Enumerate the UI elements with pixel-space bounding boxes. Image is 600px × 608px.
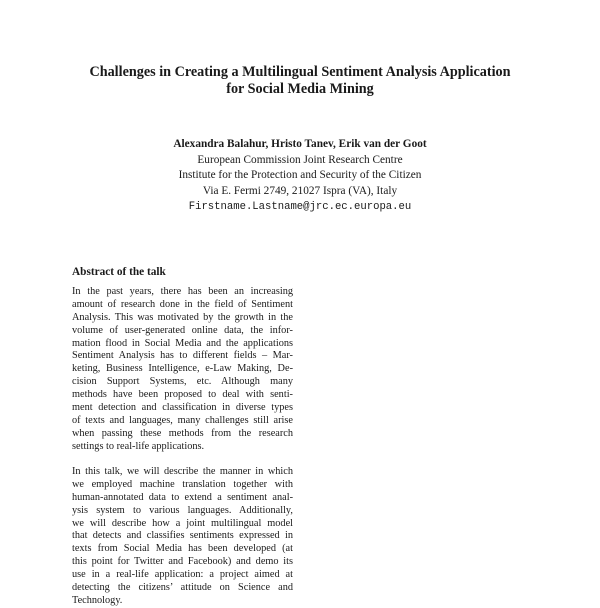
affiliation-line-1: European Commission Joint Research Centre (197, 153, 403, 166)
text-line: texts from Social Media has been developed (at (72, 543, 293, 555)
text-line: In the past years, there has been an increasing (72, 286, 293, 297)
abstract-heading: Abstract of the talk (72, 266, 166, 278)
text-line: when passing these methods from the research (72, 427, 293, 439)
text-line: cision Support Systems, etc. Although many (72, 376, 293, 388)
title-line-2: for Social Media Mining (226, 81, 374, 97)
text-line: of texts and languages, many challenges still arise (72, 414, 293, 426)
text-line: we will describe how a joint multilingual model (72, 517, 293, 529)
author-email: Firstname.Lastname@jrc.ec.europa.eu (188, 201, 412, 213)
text-line: use in a real-life application: a project aimed at (72, 569, 293, 581)
author-names: Alexandra Balahur, Hristo Tanev, Erik van der Goot (173, 138, 427, 150)
author-block (120, 137, 480, 216)
text-line: Analysis. This was motivated by the growth in the (72, 311, 293, 323)
text-line: detecting the citizens’ attitude on Science and (72, 582, 293, 594)
abstract-paragraph-2 (72, 466, 293, 608)
affiliation-line-2: Institute for the Protection and Security of the Citizen (178, 169, 422, 181)
text-line: keting, Business Intelligence, e-Law Making, De- (72, 363, 293, 375)
text-line: this point for Twitter and Facebook) and demo its (72, 556, 293, 568)
text-line: volume of user-generated online data, the infor- (72, 324, 293, 336)
text-line: settings to real-life applications. (72, 440, 205, 452)
text-line: Technology. (72, 594, 123, 606)
paper-title (60, 64, 540, 98)
text-line: In this talk, we will describe the manner in which (72, 466, 293, 477)
text-line: ysis system to various languages. Additionally, (72, 504, 293, 516)
title-line-1: Challenges in Creating a Multilingual Sentiment Analysis Application (89, 64, 511, 80)
text-line: Sentiment Analysis has to different fields – Mar- (72, 350, 293, 362)
text-line: ment detection and classification in diverse types (72, 402, 293, 414)
text-line: methods have been proposed to deal with senti- (72, 389, 293, 401)
text-line: human-annotated data to extend a sentiment anal- (72, 491, 293, 503)
text-line: we employed machine translation together with (72, 478, 293, 490)
text-line: that detects and classifies sentiments expressed in (72, 530, 293, 542)
abstract-paragraph-1 (72, 286, 293, 454)
affiliation-line-3: Via E. Fermi 2749, 21027 Ispra (VA), Italy (202, 184, 398, 197)
text-line: amount of research done in the field of Sentiment (72, 298, 293, 310)
text-line: mation flood in Social Media and the applications (72, 337, 293, 349)
